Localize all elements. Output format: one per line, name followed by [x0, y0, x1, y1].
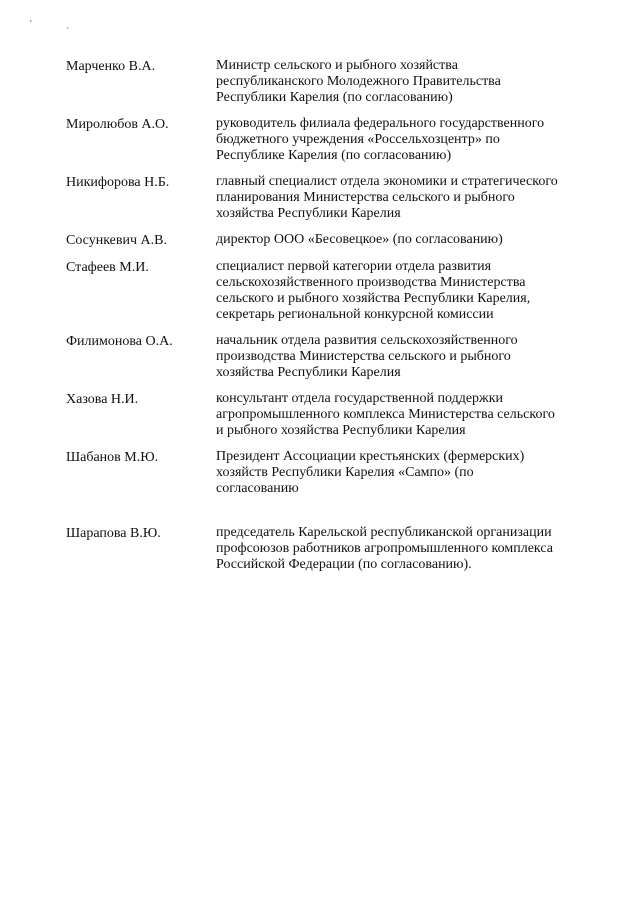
position-line: согласованию — [216, 481, 299, 496]
member-name: Шабанов М.Ю. — [66, 450, 159, 465]
member-row — [66, 58, 596, 106]
member-position — [216, 58, 596, 106]
member-position — [216, 391, 596, 439]
member-row — [66, 391, 596, 439]
position-line: профсоюзов работников агропромышленного комплекса — [216, 541, 553, 556]
position-line: консультант отдела государственной поддержки — [216, 391, 504, 406]
position-line: руководитель филиала федерального государственного — [216, 116, 545, 131]
member-name: Сосункевич А.В. — [66, 233, 167, 248]
position-line: председатель Карельской республиканской организации — [216, 525, 552, 540]
position-line: сельскохозяйственного производства Министерства — [216, 275, 526, 290]
position-line: Республики Карелия (по согласованию) — [216, 90, 453, 105]
member-position — [216, 525, 596, 573]
members-list — [66, 58, 596, 583]
member-name: Миролюбов А.О. — [66, 117, 169, 132]
position-line: директор ООО «Бесовецкое» (по согласованию) — [216, 232, 503, 247]
member-row — [66, 174, 596, 222]
position-line: Республике Карелия (по согласованию) — [216, 148, 452, 163]
position-line: начальник отдела развития сельскохозяйственного — [216, 333, 518, 348]
position-line: специалист первой категории отдела развития — [216, 259, 492, 274]
position-line: Российской Федерации (по согласованию). — [216, 557, 472, 572]
scan-mark: ' — [30, 19, 32, 30]
position-line: агропромышленного комплекса Министерства сельского — [216, 407, 555, 422]
position-line: главный специалист отдела экономики и стратегического — [216, 174, 558, 189]
position-line: хозяйств Республики Карелия «Сампо» (по — [216, 465, 474, 480]
member-position — [216, 174, 596, 222]
member-row — [66, 449, 596, 497]
position-line: Президент Ассоциации крестьянских (фермерских) — [216, 449, 525, 464]
position-line: производства Министерства сельского и рыбного — [216, 349, 511, 364]
position-line: республиканского Молодежного Правительства — [216, 74, 501, 89]
position-line: бюджетного учреждения «Россельхозцентр» по — [216, 132, 500, 147]
position-line: Министр сельского и рыбного хозяйства — [216, 58, 458, 73]
member-position — [216, 333, 596, 381]
member-name: Никифорова Н.Б. — [66, 175, 170, 190]
position-line: секретарь региональной конкурсной комиссии — [216, 307, 494, 322]
member-position — [216, 116, 596, 164]
member-position — [216, 449, 596, 497]
member-position — [216, 232, 596, 248]
position-line: сельского и рыбного хозяйства Республики Карелия, — [216, 291, 531, 306]
member-name: Филимонова О.А. — [66, 334, 173, 349]
member-row — [66, 259, 596, 323]
scan-mark: ` — [66, 27, 70, 38]
position-line: планирования Министерства сельского и рыбного — [216, 190, 515, 205]
member-name: Хазова Н.И. — [66, 392, 139, 407]
position-line: хозяйства Республики Карелия — [216, 365, 401, 380]
member-name: Стафеев М.И. — [66, 260, 149, 275]
member-name: Марченко В.А. — [66, 59, 156, 74]
position-line: и рыбного хозяйства Республики Карелия — [216, 423, 466, 438]
position-line: хозяйства Республики Карелия — [216, 206, 401, 221]
member-row — [66, 525, 596, 573]
member-row — [66, 232, 596, 249]
member-row — [66, 333, 596, 381]
member-name: Шарапова В.Ю. — [66, 526, 161, 541]
member-row — [66, 116, 596, 164]
member-position — [216, 259, 596, 323]
